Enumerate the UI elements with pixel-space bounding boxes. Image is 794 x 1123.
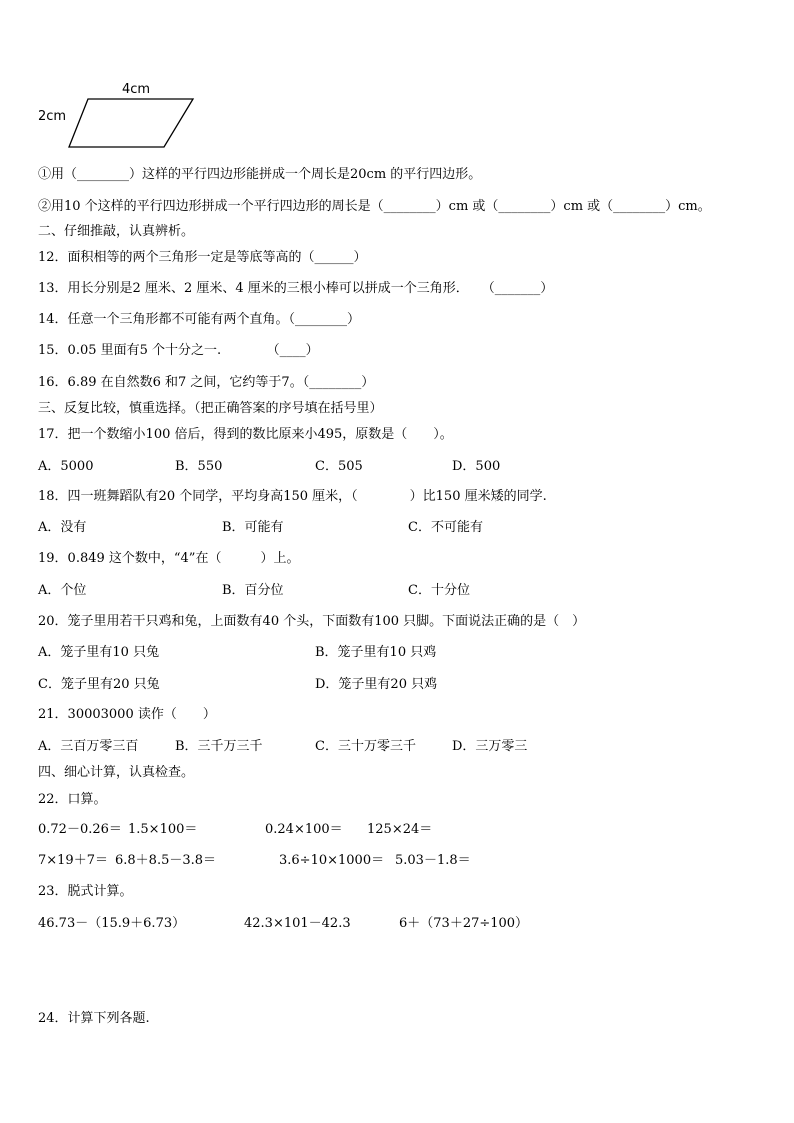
options-21: [38, 738, 527, 756]
option-a: A．没有: [38, 520, 87, 535]
option-c: C．三十万零三千: [315, 739, 416, 754]
option-b: B．550: [175, 459, 223, 474]
question-12: 12．面积相等的两个三角形一定是等底等高的（______）: [38, 250, 367, 265]
question-14: 14．任意一个三角形都不可能有两个直角。（________）: [38, 312, 361, 327]
slant-side-label: 2cm: [38, 109, 67, 124]
calc-item: 0.24×100＝: [265, 822, 343, 837]
question-a: ①用（________）这样的平行四边形能拼成一个周长是20cm 的平行四边形。: [38, 167, 482, 182]
question-22: 22．口算。: [38, 792, 107, 807]
question-20: 20．笼子里用若干只鸡和兔，上面数有40 个头，下面数有100 只脚。下面说法正确的是（ ）: [38, 614, 586, 629]
calc-item: 1.5×100＝: [128, 822, 198, 837]
question-18: 18．四一班舞蹈队有20 个同学，平均身高150 厘米，（ ）比150 厘米矮的同学.: [38, 489, 547, 504]
calc-item: 42.3×101－42.3: [244, 916, 351, 931]
question-24: 24．计算下列各题.: [38, 1011, 150, 1026]
options-20-second: [38, 676, 437, 694]
option-b: B．三千万三千: [175, 739, 263, 754]
calc-item: 125×24＝: [367, 822, 433, 837]
calc-item: 46.73－（15.9＋6.73）: [38, 916, 186, 931]
option-a: A．5000: [38, 459, 94, 474]
top-side-label: 4cm: [122, 82, 151, 97]
calc-item: 6.8＋8.5－3.8＝: [115, 853, 217, 868]
option-c: C．笼子里有20 只兔: [38, 677, 160, 692]
calc-item: 6＋（73＋27÷100）: [399, 916, 529, 931]
calc-item: 0.72－0.26＝: [38, 822, 122, 837]
option-b: B．百分位: [222, 583, 284, 598]
options-20-first: [38, 644, 436, 662]
option-d: D．笼子里有20 只鸡: [315, 677, 438, 692]
options-17: [38, 458, 500, 476]
calc-item: 3.6÷10×1000＝: [279, 853, 385, 868]
oral-calc-row-1: [38, 821, 432, 839]
question-b: ②用10 个这样的平行四边形拼成一个平行四边形的周长是（________）cm 或（________）cm 或（________）cm。: [38, 199, 711, 214]
calc-item: 5.03－1.8＝: [395, 853, 471, 868]
options-18: [38, 519, 483, 537]
option-b: B．笼子里有10 只鸡: [315, 645, 437, 660]
option-a: A．三百万零三百: [38, 739, 139, 754]
option-a: A．个位: [38, 583, 87, 598]
question-23: 23．脱式计算。: [38, 884, 133, 899]
options-19: [38, 582, 470, 600]
option-c: C．十分位: [408, 583, 470, 598]
option-c: C．不可能有: [408, 520, 483, 535]
question-15: 15．0.05 里面有5 个十分之一. （____）: [38, 343, 319, 358]
question-16: 16．6.89 在自然数6 和7 之间，它约等于7。（________）: [38, 375, 375, 390]
question-17: 17．把一个数缩小100 倍后，得到的数比原来小495，原数是（ ）。: [38, 427, 453, 442]
option-a: A．笼子里有10 只兔: [38, 645, 160, 660]
oral-calc-row-2: [38, 852, 471, 870]
option-b: B．可能有: [222, 520, 284, 535]
section-2-heading: 二、仔细推敲，认真辨析。: [38, 224, 195, 239]
question-19: 19．0.849 这个数中，“4”在（ ）上。: [38, 551, 300, 566]
section-4-heading: 四、细心计算，认真检查。: [38, 765, 195, 780]
calc-item: 7×19＋7＝: [38, 853, 108, 868]
step-calc-row: [38, 915, 528, 933]
section-3-heading: 三、反复比较，慎重选择。（把正确答案的序号填在括号里）: [38, 401, 383, 416]
option-c: C．505: [315, 459, 363, 474]
option-d: D．三万零三: [452, 739, 528, 754]
question-13: 13．用长分别是2 厘米、2 厘米、4 厘米的三根小棒可以拼成一个三角形． （_______）: [38, 281, 554, 296]
question-21: 21．30003000 读作（ ）: [38, 707, 216, 722]
option-d: D．500: [452, 459, 501, 474]
parallelogram-figure: [36, 80, 206, 156]
